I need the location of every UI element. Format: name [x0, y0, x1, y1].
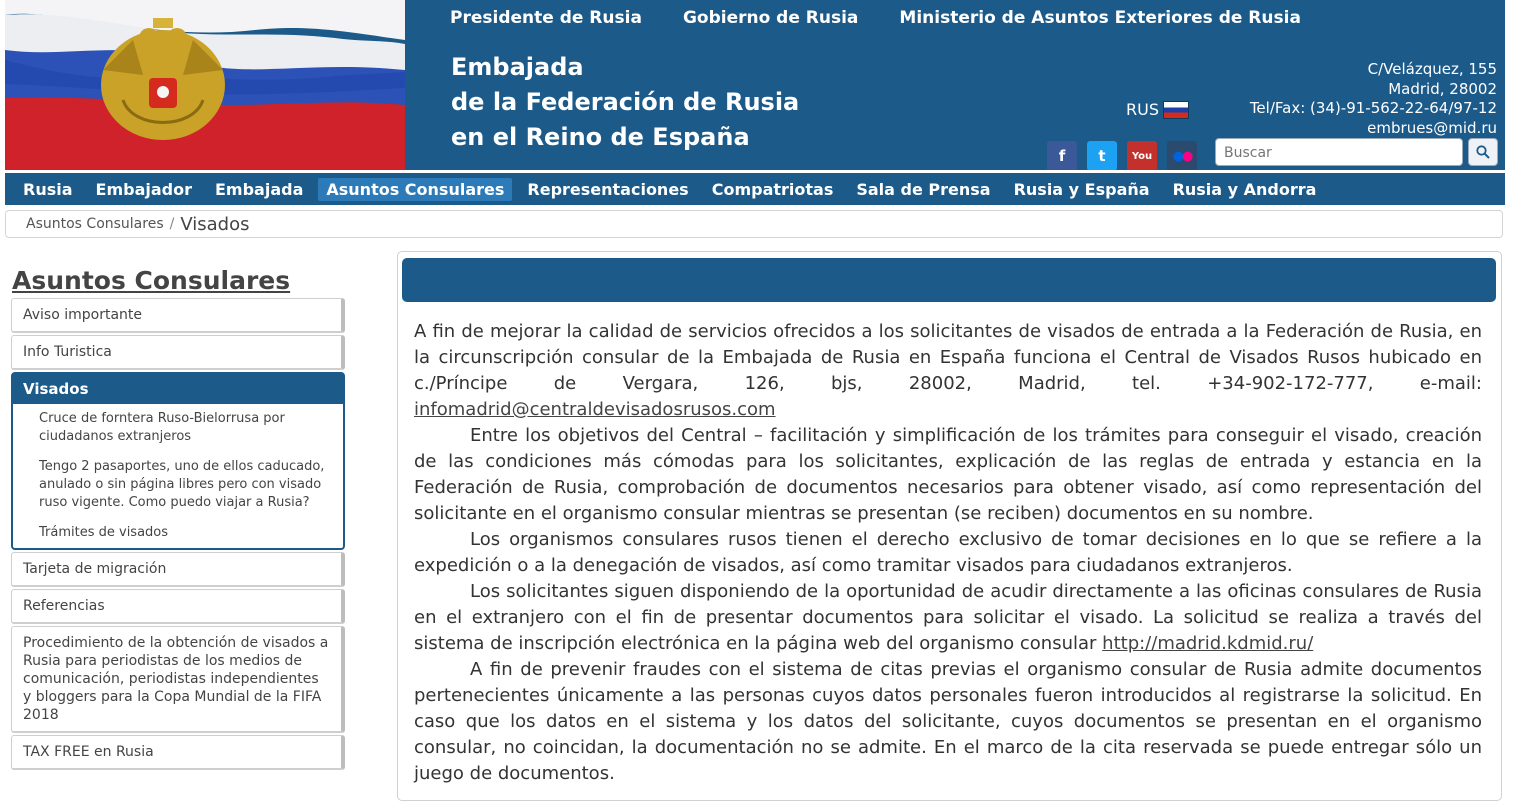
top-links: [450, 8, 1342, 28]
sidebar-item-procedimiento-periodistas[interactable]: Procedimiento de la obtención de visados a Rusia para periodistas de los medios de comunicación, periodistas independientes y bloggers para la Copa Mundial de la FIFA 2018: [11, 626, 345, 733]
link-president[interactable]: Presidente de Rusia: [450, 8, 642, 28]
russian-flag-emblem-image: [5, 0, 405, 170]
facebook-icon[interactable]: f: [1047, 141, 1077, 170]
paragraph: Los organismos consulares rusos tienen el derecho exclusivo de tomar decisiones en lo que se refiere a la expedición o a la denegación de visados, así como tramitar visados para ciudadanos extranjeros.: [414, 529, 1482, 576]
search-input[interactable]: [1222, 140, 1456, 166]
consulate-website-link[interactable]: http://madrid.kdmid.ru/: [1102, 633, 1314, 654]
search-button[interactable]: [1468, 138, 1498, 166]
paragraph: [414, 579, 1482, 657]
sidebar-item-visados: [11, 372, 345, 550]
breadcrumb-current: Visados: [180, 213, 250, 235]
nav-item-representaciones[interactable]: Representaciones: [527, 179, 689, 199]
youtube-icon[interactable]: You: [1127, 141, 1157, 170]
nav-item-embajada[interactable]: Embajada: [214, 179, 304, 199]
phone-line: Tel/Fax: (34)-91-562-22-64/97-12: [1249, 99, 1497, 117]
language-switch[interactable]: [1126, 100, 1189, 119]
sidebar-item-tarjeta-migracion[interactable]: Tarjeta de migración: [11, 552, 345, 587]
link-government[interactable]: Gobierno de Rusia: [682, 8, 859, 28]
site-title-line: de la Federación de Rusia: [451, 88, 800, 116]
site-title[interactable]: [451, 50, 799, 155]
email-link[interactable]: infomadrid@centraldevisadosrusos.com: [414, 399, 776, 420]
sidebar-item-info-turistica[interactable]: Info Turistica: [11, 335, 345, 370]
nav-item-asuntos-consulares[interactable]: Asuntos Consulares: [318, 178, 512, 201]
search-box: [1215, 138, 1463, 166]
nav-item-compatriotas[interactable]: Compatriotas: [711, 179, 834, 199]
paragraph-text: Los solicitantes siguen disponiendo de la oportunidad de acudir directamente a las oficinas consulares de Rusia en el extranjero con el fin de presentar documentos para solicitar el visado. La solicitud se realiza a través del sistema de inscripción electrónica en la página web del organismo consular: [414, 581, 1482, 654]
sidebar-subitem-cruce-frontera[interactable]: Cruce de forntera Ruso-Bielorrusa por ciudadanos extranjeros: [39, 411, 285, 444]
sidebar-subitem-tramites-visados[interactable]: Trámites de visados: [39, 525, 169, 540]
nav-item-rusia-y-espana[interactable]: Rusia y España: [1013, 179, 1150, 199]
content-header-bar: [402, 258, 1496, 302]
paragraph: A fin de prevenir fraudes con el sistema de citas previas el organismo consular de Rusia admite documentos pertenecientes únicamente a las personas cuyos datos personales fueron introducidos al registrarse la solicitud. En caso que los datos en el sistema y los datos del solicitante, cuyos documentos se presentan en el organismo consular, no coincidan, la documentación no se admite. En el marco de la cita reservada se puede entregar sólo un juego de documentos.: [414, 659, 1482, 784]
nav-item-sala-de-prensa[interactable]: Sala de Prensa: [856, 179, 991, 199]
russian-flag-icon: [1163, 101, 1189, 119]
sidebar-item-visados-label[interactable]: Visados: [13, 374, 343, 404]
social-links: [1047, 141, 1197, 170]
sidebar-menu: [11, 298, 345, 772]
sidebar-subitem-dos-pasaportes[interactable]: Tengo 2 pasaportes, uno de ellos caducado, anulado o sin página libres pero con visado ruso vigente. Como puedo viajar a Rusia?: [39, 459, 325, 510]
sidebar-item-tax-free[interactable]: TAX FREE en Rusia: [11, 735, 345, 770]
address-line: C/Velázquez, 155: [1367, 60, 1497, 78]
nav-item-rusia-y-andorra[interactable]: Rusia y Andorra: [1172, 179, 1317, 199]
site-header: [5, 0, 1505, 170]
twitter-icon[interactable]: t: [1087, 141, 1117, 170]
site-title-line: en el Reino de España: [451, 123, 750, 151]
email-line[interactable]: embrues@mid.ru: [1367, 118, 1497, 137]
paragraph-text: A fin de mejorar la calidad de servicios ofrecidos a los solicitantes de visados de entrada a la Federación de Rusia, en la circunscripción consular de la Embajada de Rusia en España funciona el Central de Visados Rusos hubicado en c./Príncipe de Vergara, 126, bjs, 28002, Madrid, tel. +34-902-172-777, e-mail:: [414, 321, 1482, 394]
breadcrumb: [5, 210, 1503, 238]
search-icon: [1476, 145, 1490, 159]
nav-item-embajador[interactable]: Embajador: [95, 179, 192, 199]
article-text: [414, 319, 1482, 787]
flickr-icon[interactable]: ● ●: [1167, 141, 1197, 170]
sidebar-item-aviso-importante[interactable]: Aviso importante: [11, 298, 345, 333]
breadcrumb-parent[interactable]: Asuntos Consulares: [26, 216, 164, 232]
sidebar-item-referencias[interactable]: Referencias: [11, 589, 345, 624]
link-foreign-ministry[interactable]: Ministerio de Asuntos Exteriores de Rusia: [899, 8, 1301, 28]
address-line: Madrid, 28002: [1388, 79, 1497, 98]
site-title-line: Embajada: [451, 53, 584, 81]
nav-item-rusia[interactable]: Rusia: [23, 179, 73, 199]
main-content: [397, 251, 1502, 801]
paragraph: Entre los objetivos del Central – facilitación y simplificación de los trámites para conseguir el visado, creación de las condiciones más cómodas para los solicitantes, explicación de las reglas de entrada y estancia en la Federación de Rusia, comprobación de documentos necesarios para obtener visado, así como representación del solicitante en el organismo consular mientras se presentan (se reciben) documentos en su nombre.: [414, 425, 1482, 524]
contact-address: [1250, 60, 1497, 138]
sidebar-title[interactable]: Asuntos Consulares: [12, 266, 291, 295]
language-label: RUS: [1126, 100, 1159, 119]
breadcrumb-separator: /: [169, 216, 175, 232]
main-nav: [5, 170, 1505, 205]
paragraph: [414, 319, 1482, 423]
